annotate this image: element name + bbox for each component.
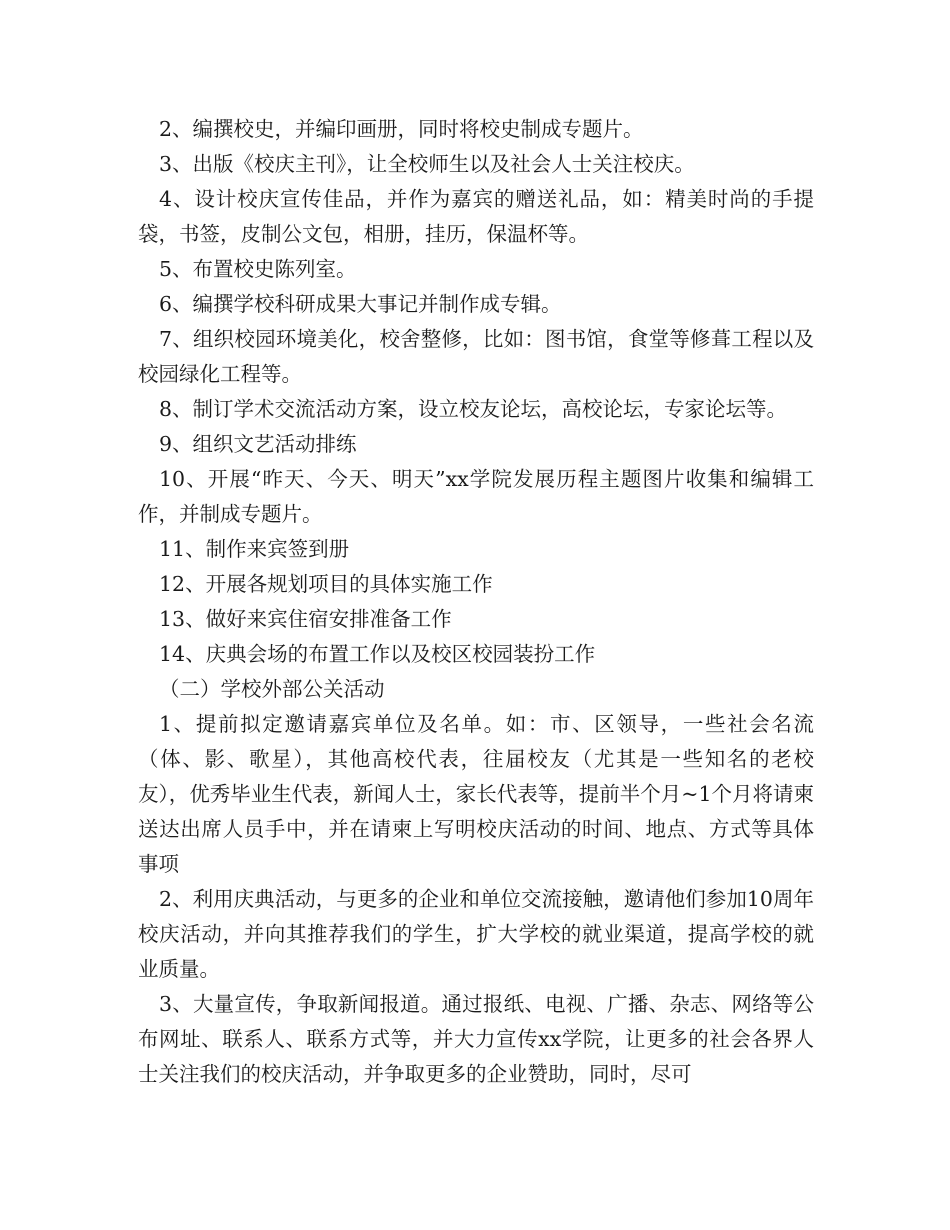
paragraph-item-4-design-souvenirs: 4、设计校庆宣传佳品，并作为嘉宾的赠送礼品，如：精美时尚的手提袋，书签，皮制公文包，相册，挂历，保温杯等。 xyxy=(138,187,814,246)
paragraph-item-12-implementation: 12、开展各规划项目的具体实施工作 xyxy=(159,572,493,596)
paragraph-item-10-photo-collection: 10、开展“昨天、今天、明天”xx学院发展历程主题图片收集和编辑工作，并制成专题片。 xyxy=(138,467,814,526)
paragraph-item-11-guest-book: 11、制作来宾签到册 xyxy=(159,537,350,561)
paragraph-item-5-history-exhibit: 5、布置校史陈列室。 xyxy=(159,257,357,281)
paragraph-item-2-compile-school-history: 2、编撰校史，并编印画册，同时将校史制成专题片。 xyxy=(159,117,644,141)
section-heading-external-pr: （二）学校外部公关活动 xyxy=(159,677,385,701)
paragraph-item-3-publish-journal: 3、出版《校庆主刊》，让全校师生以及社会人士关注校庆。 xyxy=(159,152,695,176)
paragraph-item-6-research-record: 6、编撰学校科研成果大事记并制作成专辑。 xyxy=(159,292,562,316)
paragraph-external-3-publicity: 3、大量宣传，争取新闻报道。通过报纸、电视、广播、杂志、网络等公布网址、联系人、联系方式等，并大力宣传xx学院，让更多的社会各界人士关注我们的校庆活动，并争取更多的企业赞助，同时，尽可 xyxy=(138,992,814,1086)
paragraph-item-7-campus-beautification: 7、组织校园环境美化，校舍整修，比如：图书馆，食堂等修葺工程以及校园绿化工程等。 xyxy=(138,327,814,386)
document-body xyxy=(138,112,814,1092)
paragraph-external-1-invite-guests: 1、提前拟定邀请嘉宾单位及名单。如：市、区领导，一些社会名流（体、影、歌星），其他高校代表，往届校友（尤其是一些知名的老校友），优秀毕业生代表，新闻人士，家长代表等，提前半个月~1个月将请柬送达出席人员手中，并在请柬上写明校庆活动的时间、地点、方式等具体事项 xyxy=(138,712,814,876)
paragraph-item-9-arts-rehearsal: 9、组织文艺活动排练 xyxy=(159,432,357,456)
paragraph-external-2-enterprise-contact: 2、利用庆典活动，与更多的企业和单位交流接触，邀请他们参加10周年校庆活动，并向其推荐我们的学生，扩大学校的就业渠道，提高学校的就业质量。 xyxy=(138,887,814,981)
paragraph-item-13-accommodation: 13、做好来宾住宿安排准备工作 xyxy=(159,607,452,631)
paragraph-item-14-venue-decoration: 14、庆典会场的布置工作以及校区校园装扮工作 xyxy=(159,642,596,666)
paragraph-item-8-academic-exchange: 8、制订学术交流活动方案，设立校友论坛，高校论坛，专家论坛等。 xyxy=(159,397,788,421)
